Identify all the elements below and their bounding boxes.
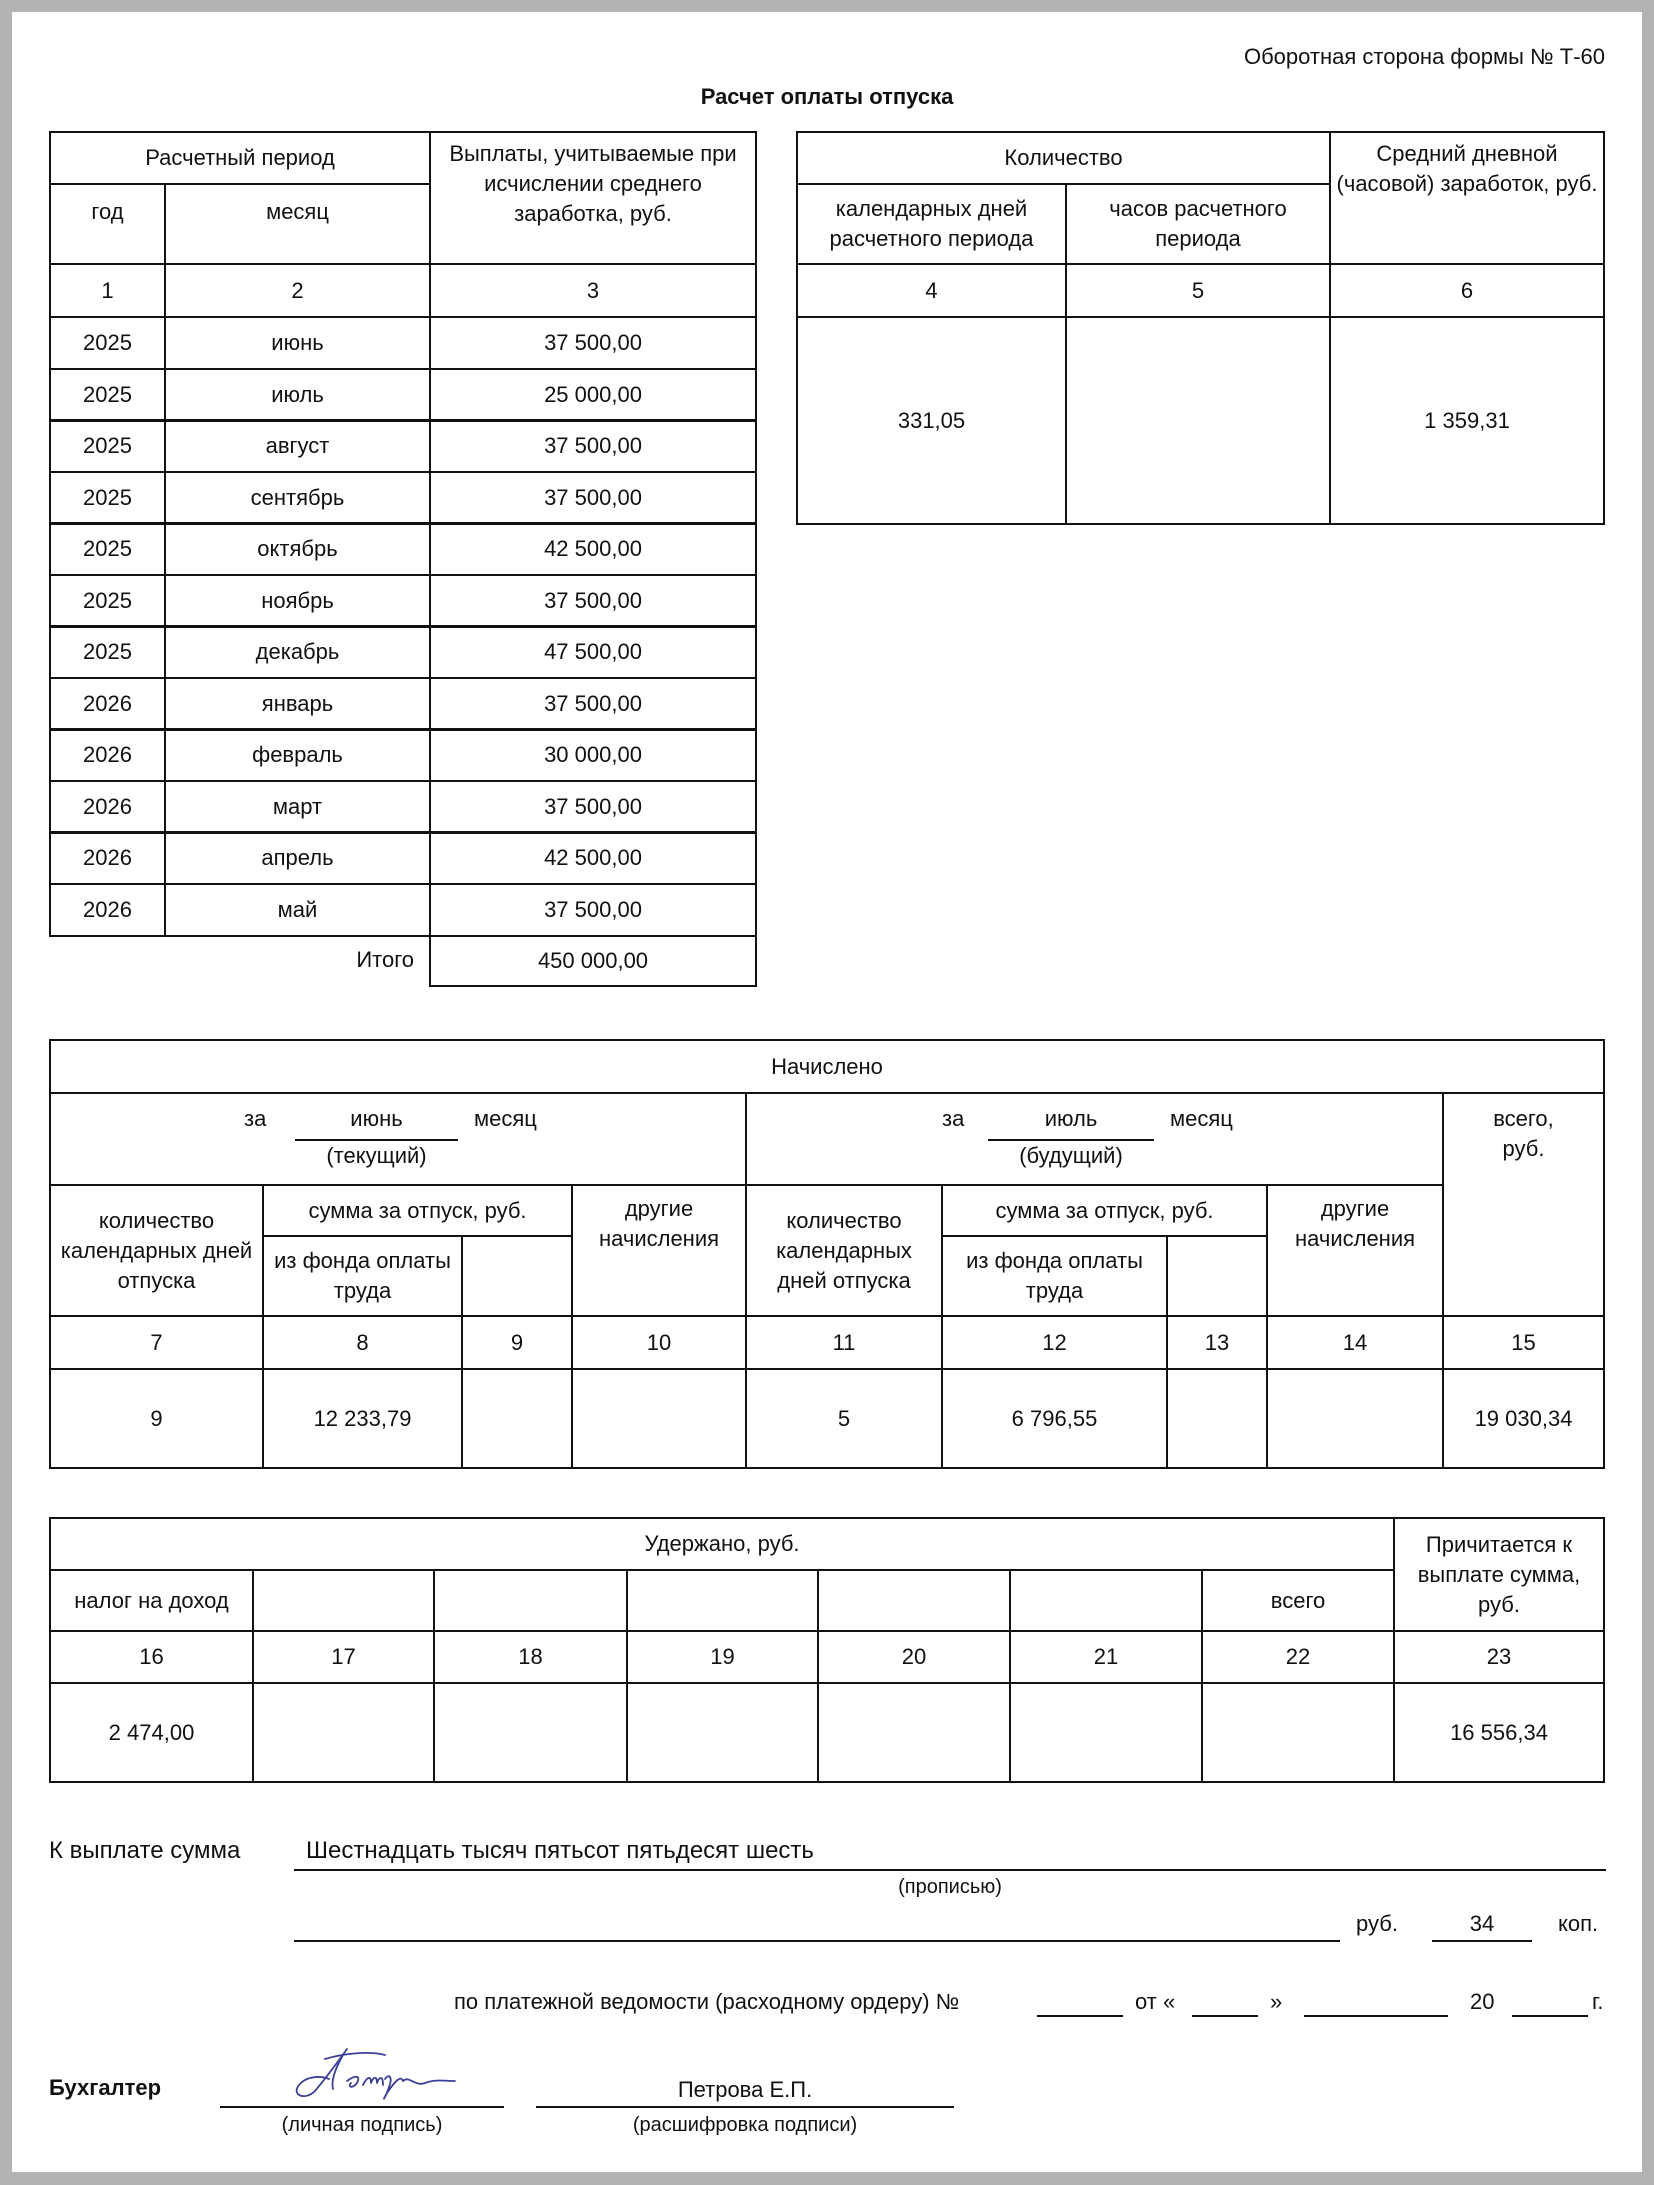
col-number: 12 bbox=[941, 1315, 1168, 1370]
header-period: Расчетный период bbox=[49, 131, 431, 185]
kop-underline bbox=[1432, 1940, 1532, 1942]
current-prefix: за bbox=[244, 1106, 267, 1131]
amount-words-underline-2 bbox=[294, 1940, 1340, 1942]
row-year: 2025 bbox=[49, 471, 166, 525]
signature-line bbox=[220, 2106, 504, 2108]
header-blank bbox=[1009, 1569, 1203, 1632]
col-number: 13 bbox=[1166, 1315, 1268, 1370]
kop-value: 34 bbox=[1469, 1911, 1495, 1936]
row-amount: 37 500,00 bbox=[429, 471, 757, 525]
header-year: год bbox=[49, 183, 166, 265]
col-number: 17 bbox=[252, 1630, 435, 1684]
statement-year-suffix: г. bbox=[1592, 1989, 1604, 2014]
header-days: календарных дней расчетного периода bbox=[796, 183, 1067, 265]
row-amount: 37 500,00 bbox=[429, 780, 757, 834]
row-year: 2026 bbox=[49, 883, 166, 937]
row-amount: 25 000,00 bbox=[429, 368, 757, 422]
signer-role: Бухгалтер bbox=[49, 2075, 162, 2100]
col-number: 5 bbox=[1065, 263, 1331, 318]
header-other-accruals: другие начисления bbox=[571, 1184, 747, 1317]
col-number: 18 bbox=[433, 1630, 628, 1684]
rub-label: руб. bbox=[1356, 1911, 1398, 1936]
value-future-blank bbox=[1166, 1368, 1268, 1469]
value-future-other bbox=[1266, 1368, 1444, 1469]
statement-from-label: от « bbox=[1135, 1989, 1176, 2014]
current-month-underline bbox=[295, 1139, 458, 1141]
value-blank bbox=[817, 1682, 1011, 1783]
col-number: 9 bbox=[461, 1315, 573, 1370]
value-blank bbox=[626, 1682, 819, 1783]
row-year: 2026 bbox=[49, 780, 166, 834]
col-number: 1 bbox=[49, 263, 166, 318]
col-number: 11 bbox=[745, 1315, 943, 1370]
header-fund: из фонда оплаты труда bbox=[941, 1235, 1168, 1317]
header-vacation-sum: сумма за отпуск, руб. bbox=[262, 1184, 573, 1237]
col-number: 20 bbox=[817, 1630, 1011, 1684]
row-amount: 37 500,00 bbox=[429, 677, 757, 731]
row-amount: 37 500,00 bbox=[429, 574, 757, 628]
current-caption: (текущий) bbox=[326, 1143, 427, 1168]
header-blank bbox=[461, 1235, 573, 1317]
row-amount: 42 500,00 bbox=[429, 831, 757, 885]
value-total-accrued: 19 030,34 bbox=[1442, 1368, 1605, 1469]
statement-text: по платежной ведомости (расходному ордеру) № bbox=[454, 1989, 960, 2014]
row-month: март bbox=[164, 780, 431, 834]
header-blank bbox=[626, 1569, 819, 1632]
header-blank bbox=[252, 1569, 435, 1632]
row-year: 2025 bbox=[49, 368, 166, 422]
future-month-underline bbox=[988, 1139, 1154, 1141]
total-value: 450 000,00 bbox=[429, 935, 757, 987]
total-label: Итого bbox=[356, 947, 414, 972]
signer-name: Петрова Е.П. bbox=[677, 2077, 813, 2102]
row-month: ноябрь bbox=[164, 574, 431, 628]
statement-number-field[interactable] bbox=[1037, 2015, 1123, 2017]
row-year: 2025 bbox=[49, 522, 166, 576]
kop-label: коп. bbox=[1558, 1911, 1599, 1936]
col-number: 23 bbox=[1393, 1630, 1605, 1684]
row-month: февраль bbox=[164, 728, 431, 782]
value-blank bbox=[433, 1682, 628, 1783]
col-number: 19 bbox=[626, 1630, 819, 1684]
days-value: 331,05 bbox=[796, 316, 1067, 525]
signature-icon bbox=[285, 2045, 465, 2105]
header-total-accrued: всего, руб. bbox=[1442, 1092, 1605, 1317]
row-month: август bbox=[164, 419, 431, 473]
row-amount: 42 500,00 bbox=[429, 522, 757, 576]
signature-caption: (личная подпись) bbox=[281, 2114, 443, 2136]
header-hours: часов расчетного периода bbox=[1065, 183, 1331, 265]
row-amount: 37 500,00 bbox=[429, 419, 757, 473]
header-income-tax: налог на доход bbox=[49, 1569, 254, 1632]
header-payable: Причитается к выплате сумма, руб. bbox=[1393, 1517, 1605, 1632]
row-year: 2026 bbox=[49, 677, 166, 731]
col-number: 2 bbox=[164, 263, 431, 318]
statement-year-prefix: 20 bbox=[1470, 1989, 1495, 2014]
signer-name-line bbox=[536, 2106, 954, 2108]
header-vacation-sum: сумма за отпуск, руб. bbox=[941, 1184, 1268, 1237]
row-amount: 30 000,00 bbox=[429, 728, 757, 782]
row-amount: 47 500,00 bbox=[429, 625, 757, 679]
page-title: Расчет оплаты отпуска bbox=[700, 84, 954, 109]
row-amount: 37 500,00 bbox=[429, 316, 757, 370]
col-number: 14 bbox=[1266, 1315, 1444, 1370]
header-accrued: Начислено bbox=[49, 1039, 1605, 1094]
value-income-tax: 2 474,00 bbox=[49, 1682, 254, 1783]
row-month: декабрь bbox=[164, 625, 431, 679]
value-current-days: 9 bbox=[49, 1368, 264, 1469]
header-blank bbox=[817, 1569, 1011, 1632]
header-fund: из фонда оплаты труда bbox=[262, 1235, 463, 1317]
row-month: май bbox=[164, 883, 431, 937]
value-payable: 16 556,34 bbox=[1393, 1682, 1605, 1783]
col-number: 8 bbox=[262, 1315, 463, 1370]
row-year: 2026 bbox=[49, 728, 166, 782]
words-caption: (прописью) bbox=[898, 1876, 1002, 1898]
payment-label: К выплате сумма bbox=[49, 1837, 241, 1864]
col-number: 3 bbox=[429, 263, 757, 318]
header-withheld: Удержано, руб. bbox=[49, 1517, 1395, 1571]
header-total-withheld: всего bbox=[1201, 1569, 1395, 1632]
hours-value bbox=[1065, 316, 1331, 525]
row-month: сентябрь bbox=[164, 471, 431, 525]
future-suffix: месяц bbox=[1170, 1106, 1233, 1131]
header-month: месяц bbox=[164, 183, 431, 265]
header-avg-earnings: Средний дневной (часовой) заработок, руб. bbox=[1329, 131, 1605, 265]
statement-close-quote: » bbox=[1270, 1989, 1283, 2014]
future-prefix: за bbox=[942, 1106, 965, 1131]
current-suffix: месяц bbox=[474, 1106, 537, 1131]
amount-words-underline bbox=[294, 1869, 1606, 1871]
col-number: 22 bbox=[1201, 1630, 1395, 1684]
col-number: 7 bbox=[49, 1315, 264, 1370]
statement-month-field[interactable] bbox=[1304, 2015, 1448, 2017]
future-caption: (будущий) bbox=[1019, 1143, 1123, 1168]
statement-day-field[interactable] bbox=[1192, 2015, 1258, 2017]
value-current-fund: 12 233,79 bbox=[262, 1368, 463, 1469]
value-blank bbox=[252, 1682, 435, 1783]
form-note: Оборотная сторона формы № Т-60 bbox=[1243, 44, 1605, 69]
row-month: июль bbox=[164, 368, 431, 422]
row-month: июнь bbox=[164, 316, 431, 370]
row-year: 2025 bbox=[49, 419, 166, 473]
row-month: апрель bbox=[164, 831, 431, 885]
header-quantity: Количество bbox=[796, 131, 1331, 185]
col-number: 10 bbox=[571, 1315, 747, 1370]
row-year: 2025 bbox=[49, 316, 166, 370]
header-vacation-days: количество календарных дней отпуска bbox=[49, 1184, 264, 1317]
col-number: 15 bbox=[1442, 1315, 1605, 1370]
row-year: 2026 bbox=[49, 831, 166, 885]
row-month: январь bbox=[164, 677, 431, 731]
signer-name-caption: (расшифровка подписи) bbox=[632, 2114, 858, 2136]
col-number: 6 bbox=[1329, 263, 1605, 318]
header-payments: Выплаты, учитываемые при исчислении среднего заработка, руб. bbox=[429, 131, 757, 265]
value-blank bbox=[1009, 1682, 1203, 1783]
amount-in-words: Шестнадцать тысяч пятьсот пятьдесят шесть bbox=[306, 1837, 814, 1864]
row-year: 2025 bbox=[49, 625, 166, 679]
row-month: октябрь bbox=[164, 522, 431, 576]
value-current-other bbox=[571, 1368, 747, 1469]
header-blank bbox=[433, 1569, 628, 1632]
row-year: 2025 bbox=[49, 574, 166, 628]
value-current-blank bbox=[461, 1368, 573, 1469]
statement-year-field[interactable] bbox=[1512, 2015, 1588, 2017]
value-future-days: 5 bbox=[745, 1368, 943, 1469]
header-blank bbox=[1166, 1235, 1268, 1317]
value-future-fund: 6 796,55 bbox=[941, 1368, 1168, 1469]
header-other-accruals: другие начисления bbox=[1266, 1184, 1444, 1317]
value-total-withheld bbox=[1201, 1682, 1395, 1783]
avg-earnings-value: 1 359,31 bbox=[1329, 316, 1605, 525]
current-month: июнь bbox=[350, 1106, 403, 1131]
header-vacation-days: количество календарных дней отпуска bbox=[745, 1184, 943, 1317]
col-number: 4 bbox=[796, 263, 1067, 318]
col-number: 16 bbox=[49, 1630, 254, 1684]
future-month: июль bbox=[1044, 1106, 1098, 1131]
row-amount: 37 500,00 bbox=[429, 883, 757, 937]
col-number: 21 bbox=[1009, 1630, 1203, 1684]
